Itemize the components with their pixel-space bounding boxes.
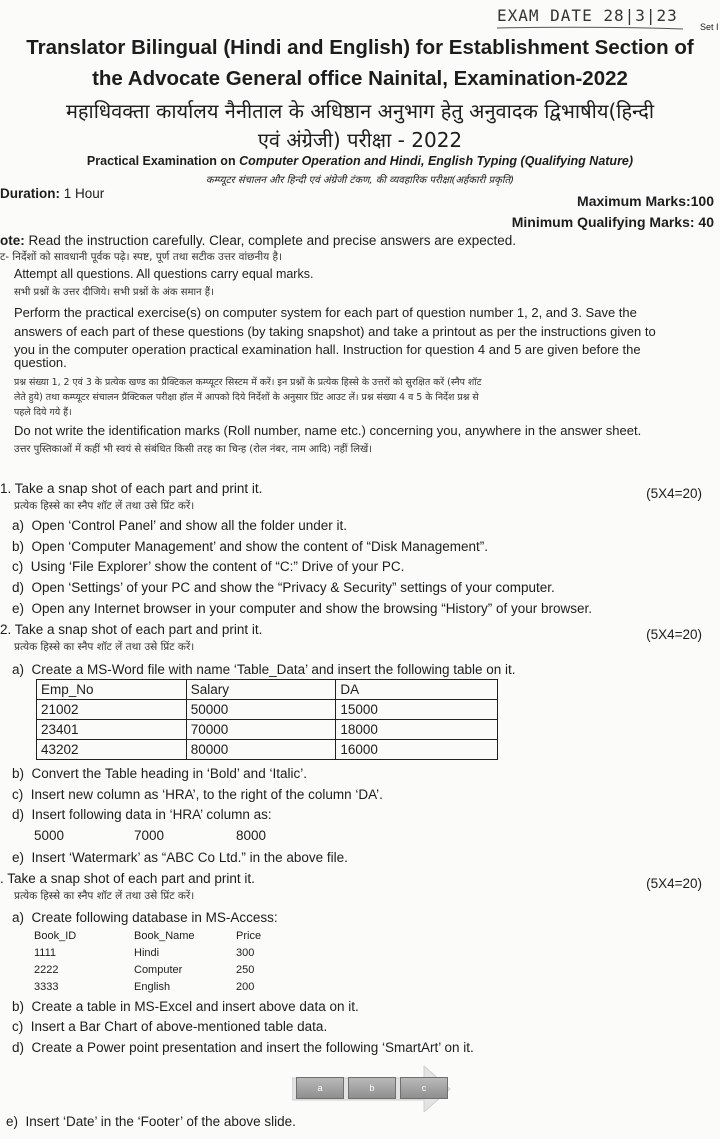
table-cell: 50000	[186, 700, 336, 720]
table-row	[37, 700, 498, 720]
q2-title: 2. Take a snap shot of each part and print it.	[0, 622, 263, 637]
db-cell: 1111	[34, 947, 57, 959]
part-text: Create a Power point presentation and insert the following ‘SmartArt’ on it.	[31, 1040, 474, 1055]
hra-value: 8000	[236, 828, 267, 843]
part-label: b)	[12, 766, 25, 781]
part-label: c)	[12, 559, 24, 574]
db-cell: 3333	[34, 981, 59, 993]
q1-title: 1. Take a snap shot of each part and print it.	[0, 481, 263, 496]
q2-part-b	[12, 766, 307, 781]
part-text: Create following database in MS-Access:	[31, 910, 278, 925]
part-label: e)	[12, 601, 25, 616]
part-text: Create a table in MS-Excel and insert above data on it.	[31, 999, 359, 1014]
perform-line-2: answers of each part of these questions (by taking snapshot) and take a printout as per the instructions given to	[14, 324, 656, 339]
q3-part-a	[12, 910, 278, 925]
perform-hindi-1: प्रश्न संख्या 1, 2 एवं 3 के प्रत्येक खण्ड का प्रैक्टिकल कम्प्यूटर सिस्टम में करें। इन प्रश्नों के प्रत्येक हिस्से के उत्तरों को सुरक्षित करें (स्नैप शॉट	[14, 377, 482, 388]
title-line-1: Translator Bilingual (Hindi and English) for Establishment Section of	[26, 36, 694, 59]
db-cell: 300	[236, 947, 255, 959]
db-header-cell: Price	[236, 930, 262, 942]
q2-part-d	[12, 807, 272, 822]
table-cell: 18000	[336, 720, 498, 740]
subtitle-italic: Computer Operation and Hindi, English Typing (Qualifying Nature)	[239, 154, 634, 168]
part-label: b)	[12, 999, 25, 1014]
table-header-cell: DA	[336, 680, 498, 700]
duration	[0, 186, 104, 201]
part-text: Insert a Bar Chart of above-mentioned table data.	[30, 1019, 328, 1034]
table-header-cell: Salary	[186, 680, 336, 700]
part-label: d)	[12, 807, 25, 822]
q2-part-e	[12, 850, 348, 865]
table-cell: 43202	[37, 740, 187, 760]
smartart-box: a	[296, 1077, 344, 1099]
attempt-hindi: सभी प्रश्नों के उत्तर दीजिये। सभी प्रश्नों के अंक समान हैं।	[14, 287, 214, 298]
part-label: d)	[12, 580, 25, 595]
perform-line-4: question.	[14, 355, 67, 370]
part-text: Insert ‘Watermark’ as “ABC Co Ltd.” in the above file.	[31, 850, 348, 865]
q1-part	[12, 539, 488, 554]
smartart-graphic	[292, 1066, 452, 1112]
title-line-2: the Advocate General office Nainital, Examination-2022	[92, 67, 628, 90]
db-cell: Computer	[134, 964, 183, 976]
part-label: a)	[12, 662, 25, 677]
part-text: Insert following data in ‘HRA’ column as:	[31, 807, 272, 822]
smartart-box: b	[348, 1077, 396, 1099]
db-cell: 250	[236, 964, 255, 976]
part-label: e)	[6, 1114, 19, 1129]
q3-marks: (5X4=20)	[646, 876, 702, 891]
q1-hindi: प्रत्येक हिस्से का स्नैप शॉट लें तथा उसे प्रिंट करें।	[14, 500, 195, 512]
db-header-cell: Book_ID	[34, 930, 77, 942]
table-cell: 15000	[336, 700, 498, 720]
part-text: Convert the Table heading in ‘Bold’ and ‘Italic’.	[31, 766, 307, 781]
note-line	[0, 233, 516, 248]
set-label: Set I	[700, 22, 719, 32]
q2-part-a	[12, 662, 516, 677]
q3-part-c	[12, 1019, 327, 1034]
db-cell: English	[134, 981, 171, 993]
hra-value: 7000	[134, 828, 165, 843]
part-text: Open any Internet browser in your computer and show the browsing “History” of your browser.	[31, 601, 593, 616]
q3-part-b	[12, 999, 359, 1014]
duration-value: 1 Hour	[63, 186, 105, 201]
q1-part	[12, 601, 592, 616]
part-text: Insert new column as ‘HRA’, to the right of the column ‘DA’.	[30, 787, 383, 802]
q1-part	[12, 559, 404, 574]
table-header-cell: Emp_No	[37, 680, 187, 700]
subtitle-prefix: Practical Examination on	[86, 154, 240, 168]
part-label: c)	[12, 787, 24, 802]
exam-date-handwritten: EXAM DATE 28|3|23	[497, 6, 678, 25]
q2-part-c	[12, 787, 383, 802]
hindi-title-line-1: महाधिवक्ता कार्यालय नैनीताल के अधिष्ठान अनुभाग हेतु अनुवादक द्विभाषीय(हिन्दी	[65, 99, 655, 123]
employee-table	[36, 679, 498, 760]
q3-part-e	[6, 1114, 296, 1129]
part-text: Using ‘File Explorer’ show the content of “C:” Drive of your PC.	[30, 559, 405, 574]
q1-part	[12, 518, 347, 533]
note-label: ote:	[0, 233, 25, 248]
table-cell: 16000	[336, 740, 498, 760]
part-label: b)	[12, 539, 25, 554]
db-cell: 2222	[34, 964, 59, 976]
q3-title: . Take a snap shot of each part and print it.	[0, 871, 255, 886]
table-row	[37, 740, 498, 760]
q1-part	[12, 580, 555, 595]
maximum-marks: Maximum Marks:100	[577, 193, 714, 209]
perform-line-1: Perform the practical exercise(s) on computer system for each part of question number 1, 2, and 3. Save the	[14, 305, 637, 320]
db-header-cell: Book_Name	[134, 930, 195, 942]
q2-marks: (5X4=20)	[646, 627, 702, 642]
perform-hindi-2: लेते हुये) तथा कम्प्यूटर संचालन प्रैक्टिकल परीक्षा हॉल में आपको दिये निर्देशों के अनुसार प्रिंट आउट लें। प्रश्न संख्या 4 व 5 के निर्देश प्रश्न से	[14, 392, 479, 403]
q2-hindi: प्रत्येक हिस्से का स्नैप शॉट लें तथा उसे प्रिंट करें।	[14, 641, 195, 653]
part-text: Open ‘Computer Management’ and show the content of “Disk Management”.	[31, 539, 489, 554]
q1-marks: (5X4=20)	[646, 486, 702, 501]
part-label: c)	[12, 1019, 24, 1034]
minimum-marks: Minimum Qualifying Marks: 40	[511, 214, 714, 230]
db-cell: Hindi	[134, 947, 160, 959]
note-text: Read the instruction carefully. Clear, complete and precise answers are expected.	[28, 233, 517, 248]
part-text: Create a MS-Word file with name ‘Table_Data’ and insert the following table on it.	[31, 662, 516, 677]
part-text: Open ‘Settings’ of your PC and show the “Privacy & Security” settings of your computer.	[31, 580, 555, 595]
part-label: a)	[12, 518, 25, 533]
duration-label: Duration:	[0, 186, 60, 201]
exam-date-underline	[495, 26, 685, 30]
part-text: Open ‘Control Panel’ and show all the folder under it.	[31, 518, 347, 533]
q3-hindi: प्रत्येक हिस्से का स्नैप शॉट लें तथा उसे प्रिंट करें।	[14, 890, 195, 902]
part-label: a)	[12, 910, 25, 925]
table-cell: 70000	[186, 720, 336, 740]
q3-part-d	[12, 1040, 474, 1055]
table-header-row	[37, 680, 498, 700]
part-label: d)	[12, 1040, 25, 1055]
hindi-title-line-2: एवं अंग्रेजी) परीक्षा - 2022	[257, 128, 463, 152]
do-not-instruction: Do not write the identification marks (Roll number, name etc.) concerning you, anywhere in the answer sheet.	[14, 423, 642, 438]
table-cell: 23401	[37, 720, 187, 740]
hindi-subtitle: कम्प्यूटर संचालन और हिन्दी एवं अंग्रेजी टंकण, की व्यवहारिक परीक्षा(अर्हकारी प्रकृति)	[205, 175, 515, 186]
attempt-instruction: Attempt all questions. All questions carry equal marks.	[14, 267, 314, 281]
note-hindi: ट- निर्देशों को सावधानी पूर्वक पढ़े। स्पष्ट, पूर्ण तथा सटीक उत्तर वांछनीय है।	[0, 251, 283, 263]
perform-hindi-3: पहले दिये गये हैं।	[14, 407, 72, 418]
part-label: e)	[12, 850, 25, 865]
table-cell: 21002	[37, 700, 187, 720]
table-row	[37, 720, 498, 740]
table-cell: 80000	[186, 740, 336, 760]
part-text: Insert ‘Date’ in the ‘Footer’ of the above slide.	[25, 1114, 296, 1129]
hra-value: 5000	[34, 828, 65, 843]
do-not-hindi: उत्तर पुस्तिकाओं में कहीं भी स्वयं से संबंधित किसी तरह का चिन्ह (रोल नंबर, नाम आदि) नहीं लिखें।	[14, 444, 373, 455]
smartart-box: c	[400, 1077, 448, 1099]
db-cell: 200	[236, 981, 255, 993]
perform-line-3: you in the computer operation practical examination hall. Instruction for question 4 and 5 are given before the	[14, 342, 641, 357]
subtitle	[0, 154, 720, 168]
